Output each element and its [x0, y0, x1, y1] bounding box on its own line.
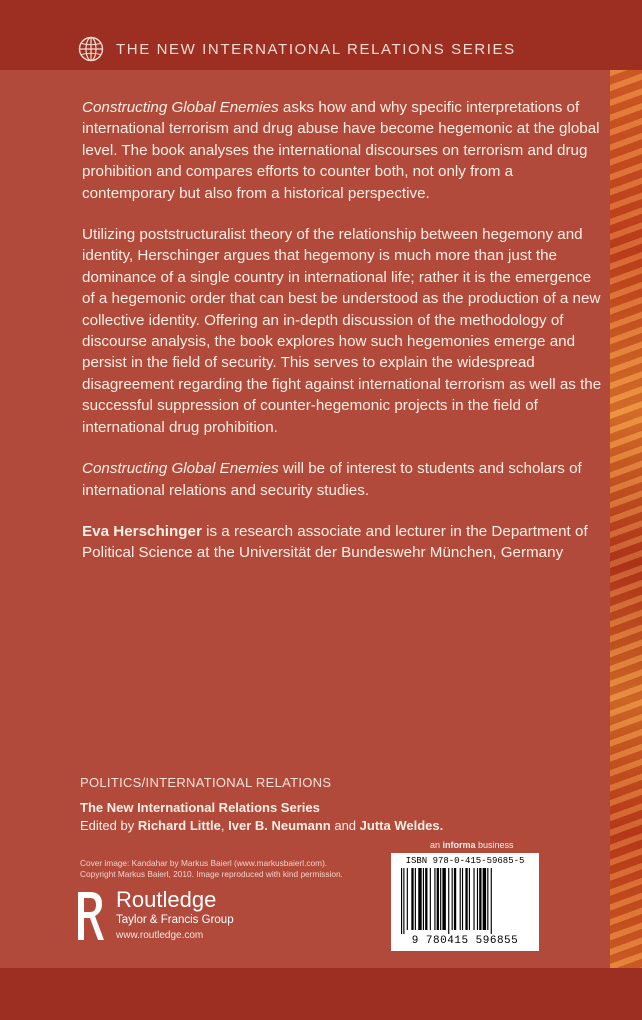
bottom-band — [0, 968, 642, 1020]
cover-image-credit — [80, 858, 380, 880]
barcode-icon — [401, 868, 529, 934]
routledge-r-icon — [74, 888, 106, 944]
author-bio-text: is a research associate and lecturer in the Department of Political Science at the Universität der Bundeswehr München, Germany — [82, 522, 588, 562]
separator: , — [220, 818, 229, 833]
informa-suffix: business — [475, 840, 514, 850]
isbn-label: ISBN 978-0-415-59685-5 — [405, 856, 525, 866]
subject-category: POLITICS/INTERNATIONAL RELATIONS — [80, 775, 332, 790]
series-header — [78, 36, 516, 62]
separator: and — [330, 818, 360, 833]
edited-by-label: Edited by — [80, 818, 138, 833]
barcode-number: 9 780415 596855 — [411, 935, 519, 947]
blurb-text: will be of interest to students and scholars of international relations and security studies. — [82, 460, 582, 499]
editors-line — [80, 818, 443, 833]
cover-art-strip — [610, 70, 642, 968]
publisher-url: www.routledge.com — [116, 930, 204, 941]
publisher-text — [116, 888, 234, 941]
informa-prefix: an — [430, 840, 443, 850]
blurb-text: Utilizing poststructuralist theory of the relationship between hegemony and identity, Herschinger argues that hegemony is much more than just the dominance of a single country in international life; rather it is the emergence of a hegemonic order that can best be understood as the production of a new collective identity. Offering an in-depth discussion of the methodology of discourse analysis, the book explores how such hegemonies emerge and persist in the field of security. This serves to explain the widespread disagreement regarding the fight against international terrorism as well as the successful suppression of counter-hegemonic projects in the field of international drug prohibition. — [82, 226, 602, 436]
blurb-paragraph-1 — [82, 97, 602, 204]
book-title-italic: Constructing Global Enemies — [82, 99, 279, 116]
blurb-paragraph-3 — [82, 458, 602, 501]
publisher-logo — [74, 888, 234, 944]
credit-line: Copyright Markus Baierl, 2010. Image reproduced with kind permission. — [80, 869, 343, 879]
author-name: Eva Herschinger — [82, 522, 202, 540]
blurb-paragraph-2 — [82, 224, 602, 438]
series-title: THE NEW INTERNATIONAL RELATIONS SERIES — [116, 40, 516, 58]
credit-line: Cover image: Kandahar by Markus Baierl (www.markusbaierl.com). — [80, 858, 328, 868]
editor-name: Iver B. Neumann — [228, 818, 331, 833]
informa-brand: informa — [442, 840, 476, 850]
author-bio — [82, 521, 602, 564]
series-name: The New International Relations Series — [80, 800, 320, 815]
editor-name: Jutta Weldes. — [359, 818, 444, 833]
book-title-italic: Constructing Global Enemies — [82, 460, 279, 478]
informa-tagline — [430, 840, 514, 850]
back-cover-blurb — [82, 97, 602, 584]
blurb-text: asks how and why specific interpretations of international terrorism and drug abuse have become hegemonic at the global level. The book analyses the international discourses on terrorism and drug prohibition and compares efforts to counter both, not only from a contemporary but also from a historical perspective. — [82, 99, 600, 202]
editor-name: Richard Little — [137, 818, 221, 833]
publisher-group: Taylor & Francis Group — [116, 914, 234, 926]
publisher-name: Routledge — [116, 887, 217, 912]
isbn-barcode — [391, 853, 539, 951]
globe-icon — [78, 36, 104, 62]
